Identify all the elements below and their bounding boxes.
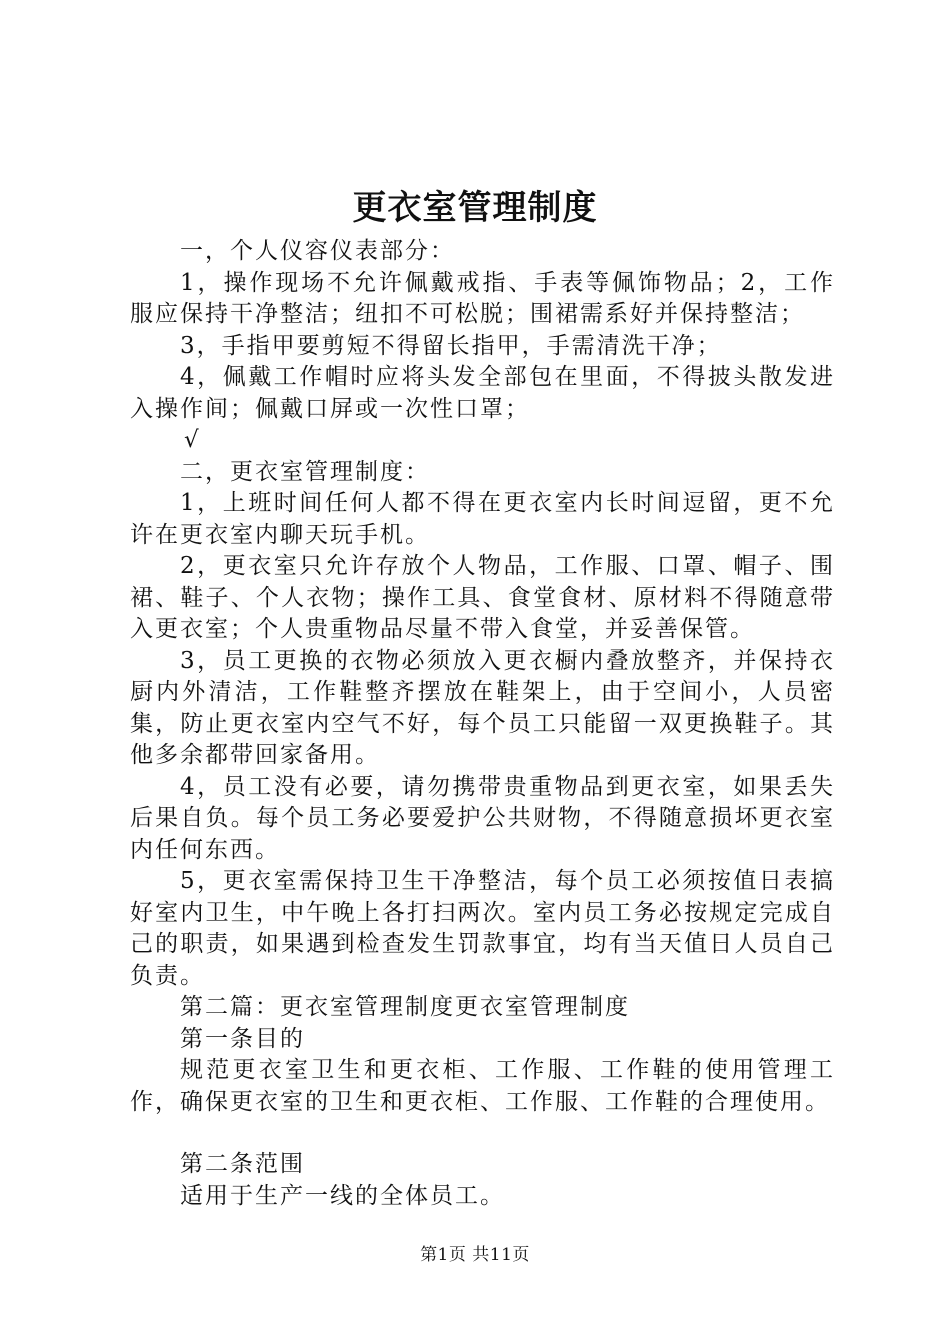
article-one-heading: 第一条目的 — [180, 1025, 305, 1052]
paragraph-appearance-rule-3: 3，手指甲要剪短不得留长指甲，手需清洗干净； — [180, 332, 722, 359]
part-two-heading: 第二篇：更衣室管理制度更衣室管理制度 — [180, 994, 630, 1020]
paragraph-locker-rule-4: 4，员工没有必要，请勿携带贵重物品到更衣室，如果丢失后果自负。每个员工务必要爱护公共财物，不得随意损坏更衣室内任何东西。 — [130, 773, 835, 863]
page-footer: 第1页 共11页 — [420, 1245, 530, 1265]
paragraph-locker-rule-5: 5，更衣室需保持卫生干净整洁，每个员工必须按值日表搞好室内卫生，中午晚上各打扫两次。室内员工务必按规定完成自己的职责，如果遇到检查发生罚款事宜，均有当天值日人员自己负责。 — [130, 868, 835, 989]
paragraph-locker-rule-3: 3，员工更换的衣物必须放入更衣橱内叠放整齐，并保持衣厨内外清洁，工作鞋整齐摆放在鞋架上，由于空间小，人员密集，防止更衣室内空气不好，每个员工只能留一双更换鞋子。其他多余都带回家备用。 — [130, 647, 835, 768]
article-one-text: 规范更衣室卫生和更衣柜、工作服、工作鞋的使用管理工作，确保更衣室的卫生和更衣柜、工作服、工作鞋的合理使用。 — [130, 1057, 835, 1115]
paragraph-locker-rule-2: 2，更衣室只允许存放个人物品，工作服、口罩、帽子、围裙、鞋子、个人衣物；操作工具、食堂食材、原材料不得随意带入更衣室；个人贵重物品尽量不带入食堂，并妥善保管。 — [130, 553, 835, 642]
section-heading-appearance: 一，个人仪容仪表部分： — [180, 238, 455, 264]
document-body — [130, 236, 835, 1212]
check-mark: √ — [184, 427, 201, 453]
paragraph-appearance-rule-4: 4，佩戴工作帽时应将头发全部包在里面，不得披头散发进入操作间；佩戴口屏或一次性口罩； — [130, 364, 835, 422]
paragraph-appearance-rule-1-2: 1，操作现场不允许佩戴戒指、手表等佩饰物品；2，工作服应保持干净整洁；纽扣不可松脱；围裙需系好并保持整洁； — [130, 269, 835, 327]
paragraph-locker-rule-1: 1，上班时间任何人都不得在更衣室内长时间逗留，更不允许在更衣室内聊天玩手机。 — [130, 490, 835, 548]
article-two-text: 适用于生产一线的全体员工。 — [180, 1182, 505, 1209]
section-heading-locker-room: 二，更衣室管理制度： — [180, 458, 430, 485]
document-title: 更衣室管理制度 — [352, 188, 598, 228]
article-two-heading: 第二条范围 — [180, 1151, 305, 1177]
